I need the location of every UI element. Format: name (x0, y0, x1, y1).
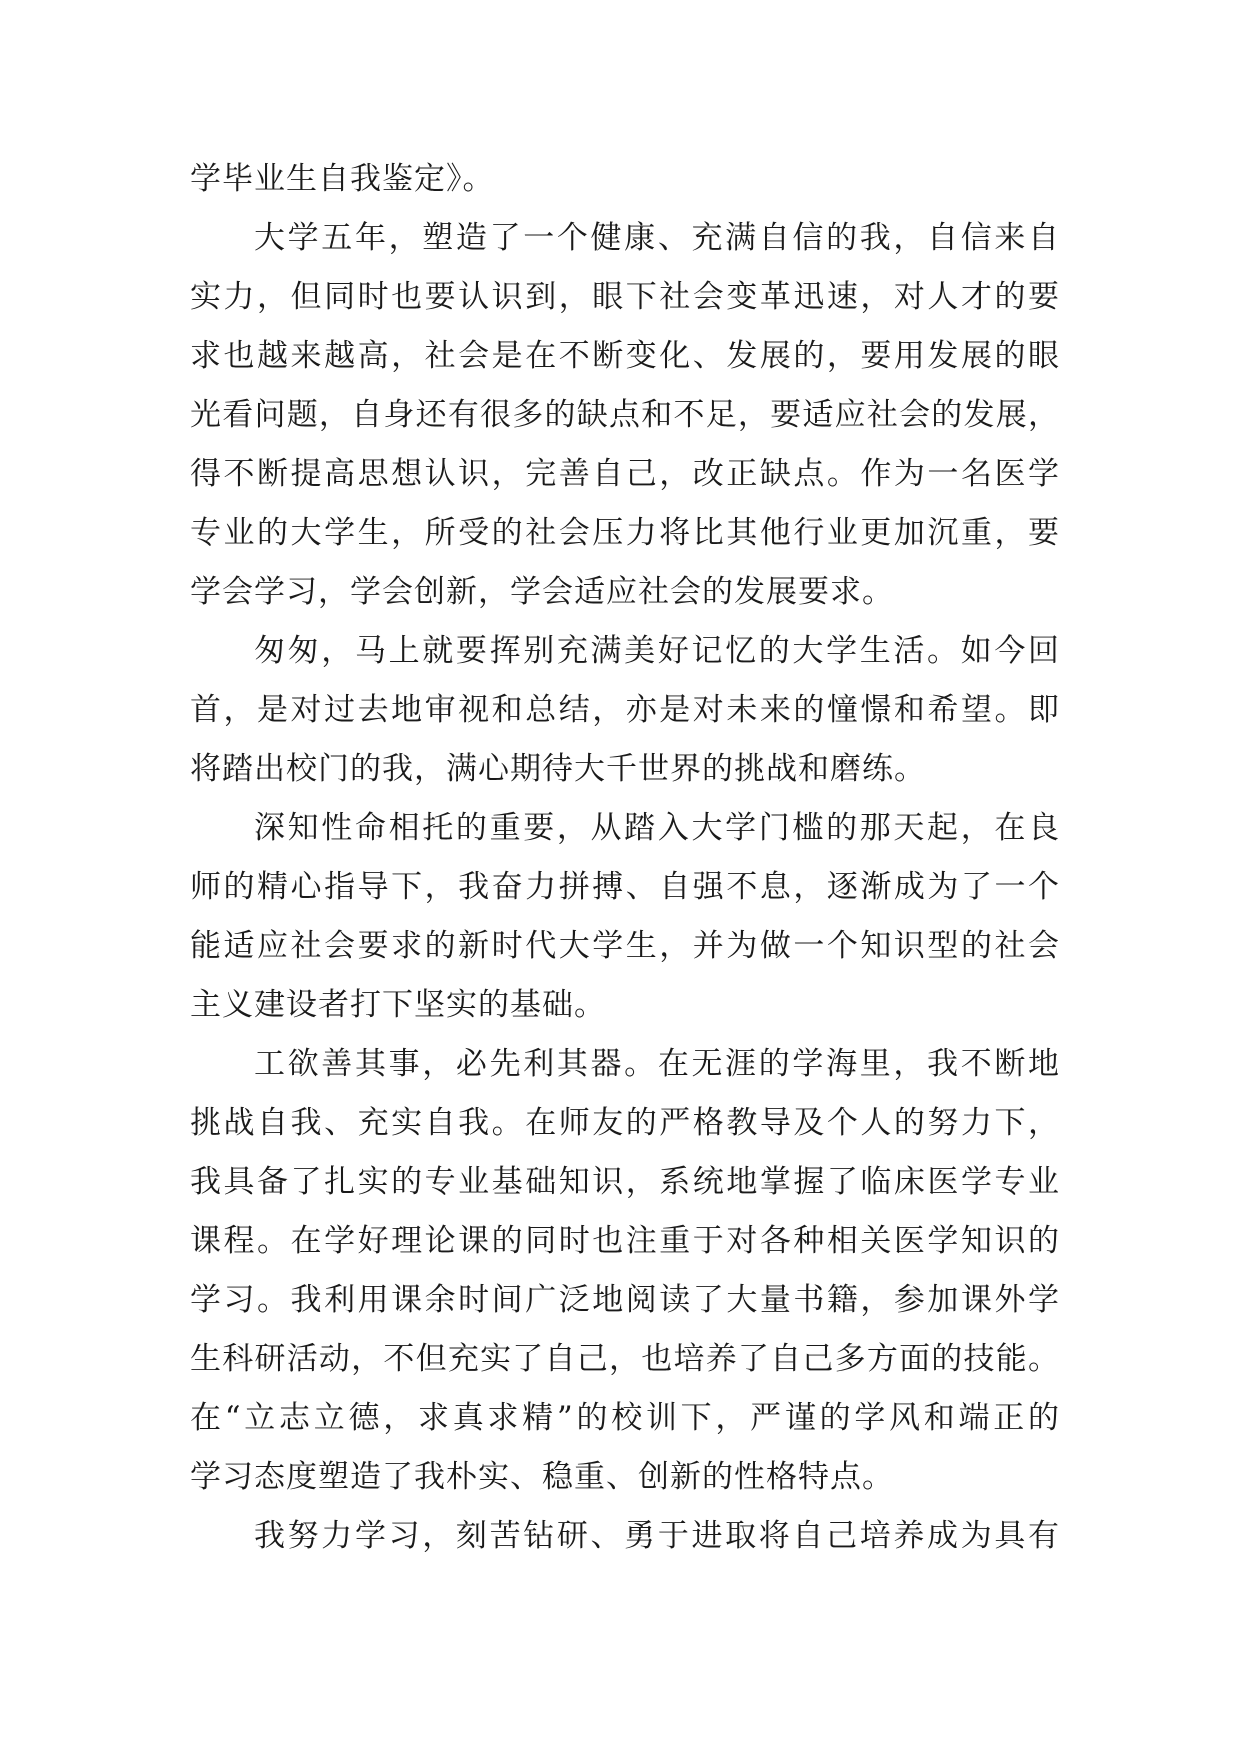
text-line: 求也越来越高，社会是在不断变化、发展的，要用发展的眼 (190, 338, 1060, 374)
text-line: 将踏出校门的我，满心期待大千世界的挑战和磨练。 (190, 751, 926, 787)
text-line: 学习态度塑造了我朴实、稳重、创新的性格特点。 (190, 1459, 894, 1495)
text-line: 光看问题，自身还有很多的缺点和不足，要适应社会的发展， (190, 397, 1060, 433)
text-line: 学毕业生自我鉴定》。 (190, 161, 495, 197)
text-line: 专业的大学生，所受的社会压力将比其他行业更加沉重，要 (190, 515, 1060, 551)
text-line: 我努力学习，刻苦钻研、勇于进取将自己培养成为具有 (254, 1518, 1060, 1554)
document-body (190, 150, 1060, 1566)
text-line: 深知性命相托的重要，从踏入大学门槛的那天起，在良 (254, 810, 1060, 846)
text-line: 我具备了扎实的专业基础知识，系统地掌握了临床医学专业 (190, 1164, 1060, 1200)
text-line: 学会学习，学会创新，学会适应社会的发展要求。 (190, 574, 894, 610)
text-line: 学习。我利用课余时间广泛地阅读了大量书籍，参加课外学 (190, 1282, 1060, 1318)
text-line: 实力，但同时也要认识到，眼下社会变革迅速，对人才的要 (190, 279, 1060, 315)
text-line: 生科研活动，不但充实了自己，也培养了自己多方面的技能。 (190, 1341, 1060, 1377)
text-line: 首，是对过去地审视和总结，亦是对未来的憧憬和希望。即 (190, 692, 1060, 728)
text-line: 大学五年，塑造了一个健康、充满自信的我，自信来自 (254, 220, 1060, 256)
text-line: 匆匆，马上就要挥别充满美好记忆的大学生活。如今回 (254, 633, 1060, 669)
text-line: 得不断提高思想认识，完善自己，改正缺点。作为一名医学 (190, 456, 1060, 492)
text-line: 在“立志立德，求真求精”的校训下，严谨的学风和端正的 (190, 1400, 1060, 1436)
text-line: 主义建设者打下坚实的基础。 (190, 987, 606, 1023)
text-line: 能适应社会要求的新时代大学生，并为做一个知识型的社会 (190, 928, 1060, 964)
text-line: 师的精心指导下，我奋力拼搏、自强不息，逐渐成为了一个 (190, 869, 1060, 905)
text-line: 挑战自我、充实自我。在师友的严格教导及个人的努力下， (190, 1105, 1060, 1141)
text-line: 课程。在学好理论课的同时也注重于对各种相关医学知识的 (190, 1223, 1060, 1259)
text-line: 工欲善其事，必先利其器。在无涯的学海里，我不断地 (254, 1046, 1060, 1082)
